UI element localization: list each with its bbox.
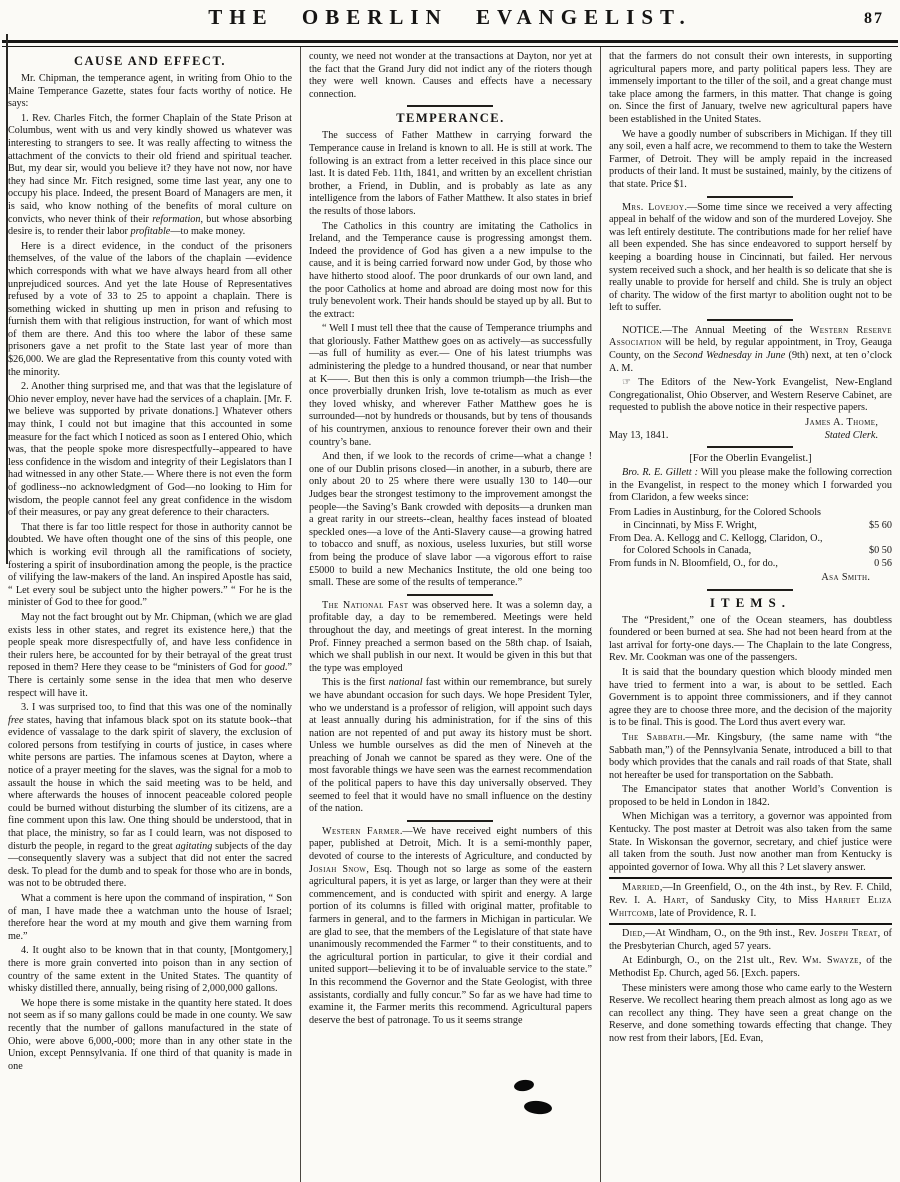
paragraph: Died,—At Windham, O., on the 9th inst., Rev. Joseph Treat, of the Presbyterian Church, aged 57 years. xyxy=(608,928,892,952)
center-line: [For the Oberlin Evangelist.] xyxy=(689,453,812,465)
page-number: 87 xyxy=(864,10,884,27)
paragraph: Here is a direct evidence, in the conduct of the prisoners themselves, of the value of the labors of the chaplain —evidence which corresponds with what we have always heard from all other unprejudiced sources. And yet the late House of Representatives refused by a vote of 33 to 25 to appoint a chaplain. There is something wicked in shutting up men in prison and refusing to furnish them with that religious instruction, for want of which most of them are there. And this too where the labor of these same prisoners gave a net profit to the State last year of more than $26,000. We are glad the Representative from this county voted with the minority. xyxy=(8,240,292,378)
paragraph: At Edinburgh, O., on the 21st ult., Rev. Wm. Swayze, of the Methodist Ep. Church, aged 56. [Exch. papers. xyxy=(608,955,892,980)
paragraph: that the farmers do not consult their own interests, in supporting agricultural papers more, and party political papers less. They are immensely important to the tiller of the soil, and a great change must take place among the farmers, in this matter. That change is going on. Since the first of January, twelve new agricultural papers have been established in the United States. xyxy=(608,51,892,125)
money-row: for Colored Schools in Canada, $0 50 xyxy=(622,545,892,557)
section-divider-thick xyxy=(609,923,892,925)
paragraph: It is said that the boundary question which bloody minded men have tried to ferment into a war, is about to be settled. Each Government is to appoint three commissioners, and if they cannot agree they are to choose three more, and the decision of the majority is to be final. This is good. The Lord thus avert every war. xyxy=(608,666,892,729)
paragraph: The success of Father Matthew in carrying forward the Temperance cause in Ireland is known to all. He is still at work. The following is an extract from a letter received in this place since our last. It is dated Feb. 11th, 1841, and written by an excellent christian brother, a Friend, in Dublin, and is probably as late as any intelligence from the labors of Father Matthew. It also states in brief the results of those labors. xyxy=(308,130,592,217)
paragraph: This is the first national fast within our remembrance, but surely we have abundant occasion for such days. We hope President Tyler, who we understand is a professor of religion, will appoint such days at least annually during his administration, for if the sins of this nation are not repented of and put away its history must be short. Unless we humble ourselves as did the men of Nineveh at the preaching of Jonah we cannot be spared as they were. One of the most favorable things we have seen was the earnest recommendation of the political papers to have this day universally observed. They seemed to feel that it would have no small influence on the destiny of the nation. xyxy=(308,677,592,815)
paragraph: Mr. Chipman, the temperance agent, in writing from Ohio to the Maine Temperance Gazette, states four facts worthy of notice. He says: xyxy=(8,73,292,110)
paragraph: “ Well I must tell thee that the cause of Temperance triumphs and that gloriously. Father Matthew goes on as actively—as successfully—as full of humility as ever.— One of his latest triumphs was administering the pledge to a hundred thousand, or near that number at K——. But then this is only a common triumph—the Irish—the once proverbially drunken Irish, love te-totalism as much as ever they loved whisky, and wherever Father Matthew goes he is surrounded—not by hundreds or thousands, but by tens of thousands of his countrymen, anxious to renounce forever their own and their country’s bane. xyxy=(308,323,592,448)
paragraph: That there is far too little respect for those in authority cannot be doubted. We have often thought one of the sins of this people, one which is working evil through all the ramifications of society, fostering a spirit of insubordination among the people, is the practice of vilifying the law-makers of the land. An inspired Apostle has said, “ Let every soul be subject unto the higher powers.” “ For he is the minister of God to thee for good.” xyxy=(8,521,292,609)
paragraph: 3. I was surprised too, to find that this was one of the nominally free states, having that infamous black spot on its statute book--that evidence of vassalage to the dark spirit of slavery, the exclusion of colored persons from testifying in courts of justice, in cases where white persons are parties. The infamous scenes at Dayton, where a notice of a prayer meeting for the slaves, was the signal for a mob to assault the house in which the said meeting was to be held, and where afterwards the houses of innocent peaceable colored people could be burned without disturbing the slumber of its citizens, are a fine comment upon this law. One thing should be understood, that in that place, the ministry, so far as I could learn, was not disposed to disturb the people, in regard to the great agitating subjects of the day—consequently slavery was a subject that did not enter the sacred desk. To plead for the dumb and to speak for those who are in bonds, was not to be obtruded there. xyxy=(8,702,292,890)
scan-edge-artifact xyxy=(6,34,8,564)
paragraph: We have a goodly number of subscribers in Michigan. If they till any soil, even a half acre, we recommend to them to take the Western Farmer, of Detroit. They will be amply repaid in the increased products of their land. It must be sustained, mainly, by the citizens of that state. Price $1. xyxy=(608,128,892,190)
column-2 xyxy=(300,47,600,1182)
paragraph: Bro. R. E. Gillett : Will you please make the following correction in the Evangelist, in respect to the money which I forwarded you from Claridon, a few weeks since: xyxy=(608,467,892,504)
paragraph: Mrs. Lovejoy.—Some time since we received a very affecting appeal in behalf of the widow and son of the murdered Lovejoy. She was left entirely destitute. The contributions made for her relief have all been expended. She has since endeavored to support herself by keeping a boarding house in Cincinnati, but failed. Her nervous system received such a shock, and her health is so delicate that she is really unable to provide for herself and child. She is truly an object of charity. The widow of the first martyr to abolition ought not to be left to suffer. xyxy=(608,201,892,314)
paragraph: These ministers were among those who came early to the Western Reserve. We recollect hearing them preach almost as long ago as we can recollect any thing. They have seen a great change on the Reserve, and done something towards effecting that change. They now rest from their labors, [Ed. Evan, xyxy=(608,982,892,1044)
section-divider xyxy=(707,319,793,321)
paragraph: 1. Rev. Charles Fitch, the former Chaplain of the State Prison at Columbus, went with us and very kindly showed us whatever was interesting to strangers to see. It was really affecting to witness the attachment of the convicts to their old friend and spiritual teacher. But, my dear sir, would you believe it? they have not now, nor have they had since Mr. Fitch resigned, some time last year, any one to occupy his place. Indeed, the present Board of Managers are men, it is said, who know nothing of the benefits of moral culture on convicts, who never think of their reformation, but whose absorbing desire is, to render their labor profitable—to make money. xyxy=(8,112,292,238)
masthead-rule xyxy=(2,40,898,47)
paragraph: The “President,” one of the Ocean steamers, has doubtless foundered or been burned at sea. She had not been heard from at the last arrival for forty-one days.— The Chaplain to the late Congress, Rev. Mr. Cookman was one of the passengers. xyxy=(608,614,892,664)
newspaper-title: THE OBERLIN EVANGELIST. xyxy=(208,5,692,29)
money-row: From funds in N. Bloomfield, O., for do., 0 56 xyxy=(608,558,892,570)
money-row: From Ladies in Austinburg, for the Colored Schools xyxy=(608,507,822,518)
section-heading: CAUSE AND EFFECT. xyxy=(73,54,226,68)
section-divider xyxy=(407,105,493,107)
paragraph: Western Farmer.—We have received eight numbers of this paper, published at Detroit, Mich. It is a semi-monthly paper, devoted of course to the interests of Agriculture, and conducted by Josiah Snow, Esq. Though not so large as some of the eastern agricultural papers, it is yet as large, or larger than they were at their commencement, and is conducted with spirit and energy. A large portion of its columns is filled with original matter, profitable to farmers in general, and to the farmers in Michigan in particular. We are glad to see, that the members of the Legislature of that state have unanimously recommended the Farmer “ to their constituents, and to the agricultural portion in particular, to give it their cordial and united support—believing it to be of invaluable service to the state.” In this recommend the Governor and the State Geologist, with three assistants, cordially and fully concur.” So far as we have had time to examine it, the Farmer merits this recommend. Agricultural papers deserve the best of patronage. To us it seems strange xyxy=(308,825,592,1026)
paragraph: The Catholics in this country are imitating the Catholics in Ireland, and the Temperance cause is progressing amongst them. Indeed the providence of God has given a a new impulse to the cause, and it is being carried forward now under God, by those who have hitherto stood aloof. The poor drunkards of our own land, and the poor Catholics at home and abroad are doing most now for this truly benevolent work. Their hands should be stayed up by all. But to the extract: xyxy=(308,220,592,320)
contribution-list xyxy=(609,507,892,571)
paragraph: And then, if we look to the records of crime—what a change ! one of our Dublin prisons closed—in another, in a suburb, there are only about 20 to 25 where there were usually 130 to 140—our Judges bear the strongest testimony to the improvement amongst the people—the Saving’s Bank crowded with deposits—a drunken man a great rarity in our streets--clean, healthy faces instead of bloated speckled ones—a love of the Anti-Slavery cause—a growing hatred to tobacco and snuff, as noxious, useless luxuries, but still worse from being the produce of slave labor —a vigorous effort to raise £5000 to build a new Mechanics Institute, the old one being too small. These are some of the results of temperance.” xyxy=(308,451,592,589)
section-divider xyxy=(707,589,793,591)
section-divider-thick xyxy=(609,877,892,879)
section-divider xyxy=(707,196,793,198)
paragraph: The Sabbath.—Mr. Kingsbury, (the same name with “the Sabbath man,”) of the Pennsylvania Senate, introduced a bill to that body which provides that the canals and rail roads of that State, shall not hereafter be used for transportation on the Sabbath. xyxy=(608,731,892,781)
paragraph: ☞ The Editors of the New-York Evangelist, New-England Congregationalist, Ohio Observer, and Western Reserve Cabinet, are requested to publish the above notice in their respective papers. xyxy=(608,377,892,414)
column-layout xyxy=(0,47,900,1182)
money-row: From Dea. A. Kellogg and C. Kellogg, Claridon, O., xyxy=(608,532,823,544)
section-heading: ITEMS. xyxy=(709,594,792,610)
signature-line: May 13, 1841. Stated Clerk. xyxy=(608,429,878,441)
money-row: in Cincinnati, by Miss F. Wright, $5 60 xyxy=(622,519,892,531)
paragraph: county, we need not wonder at the transactions at Dayton, nor yet at the fact that the Grand Jury did not indict any of the rioters though they were well known. Causes and effects have a necessary connection. xyxy=(308,51,592,100)
paragraph: May not the fact brought out by Mr. Chipman, (which we are glad exists less in other states, and regret its existence here,) that the people speak more disrespectfully of, and have less confidence in their rulers here, be accounted for by their betrayal of the great trust reposed in them? Here they cease to be “ministers of God for good.” There is certainly some sense in the idea that men who deserve respect will have it. xyxy=(8,611,292,699)
paragraph: We hope there is some mistake in the quantity here stated. It does not seem as if so many gallons could be made in one county. We saw recently that the number of gallons manufactured in the state of Ohio, were above 6,000,-000; more than in any other state in the Union, except Pennsylvania. If one third of that quanity is made in one xyxy=(8,997,292,1072)
masthead xyxy=(0,0,900,39)
paragraph: 4. It ought also to be known that in that county, [Montgomery,] there is more grain converted into poison than in any section of country of the same extent in the United States. The quantity of whisky distilled there, annually, being rising of 2,000,000 gallons. xyxy=(8,945,292,995)
signature: Asa Smith. xyxy=(821,571,870,583)
section-divider xyxy=(407,594,493,596)
signature-line: James A. Thome, xyxy=(805,417,878,429)
paragraph: Married,—In Greenfield, O., on the 4th inst., by Rev. F. Child, Rev. I. A. Hart, of Sandusky City, to Miss Harriet Eliza Whitcomb, late of Providence, R. I. xyxy=(608,882,892,919)
section-divider xyxy=(407,820,493,822)
paragraph: The Emancipator states that another World’s Convention is proposed to be held in London in 1842. xyxy=(608,784,892,808)
paragraph: When Michigan was a territory, a governor was appointed from Kentucky. The post master at Detroit was also taken from the same State. In Wiskonsan the governor, secretary, and chief justice were all taken from the south. Just now another man from Kentucky is appointed governor of Iowa. Why all this ? Let slavery answer. xyxy=(608,811,892,873)
paragraph: What a comment is here upon the command of inspiration, “ Son of man, I have made thee a watchman unto the house of Israel; therefore hear the word at my mouth and give them warning from me.” xyxy=(8,893,292,942)
section-heading: TEMPERANCE. xyxy=(396,111,505,126)
paragraph: The National Fast was observed here. It was a solemn day, a profitable day, a day to be remembered. Meetings were held throughout the day, and meetings of great interest. In the morning Prof. Finney preached a sermon based on the 58th chap. of Isaiah, which we shall publish in our next. It would be given in this but that the type was employed xyxy=(308,599,592,674)
paragraph: 2. Another thing surprised me, and that was that the legislature of Ohio never employ, never have had the services of a chaplain. [Mr. F. we believe was supported by private donations.] Whatever others may think, I could not but imagine that this accounted in some measure for the fact which I noticed as soon as I entered Ohio, which was, that the people spoke more disrespectfully--appeared to have less confidence in the wisdom and integrity of their Legislators than I had witnessed in any other State.— Where there is not even the form of godliness--no acknowledgment of God—no looking to Him for wisdom, the people cannot feel any great confidence in the wisdom of their measures, or pay any great deference to their characters. xyxy=(8,381,292,519)
column-1 xyxy=(0,47,300,1182)
column-3 xyxy=(600,47,900,1182)
paragraph: NOTICE.—The Annual Meeting of the Western Reserve Association will be held, by regular appointment, in Troy, Geauga County, on the Second Wednesday in June (9th) next, at ten o’clock A. M. xyxy=(608,324,892,374)
section-divider xyxy=(707,446,793,448)
